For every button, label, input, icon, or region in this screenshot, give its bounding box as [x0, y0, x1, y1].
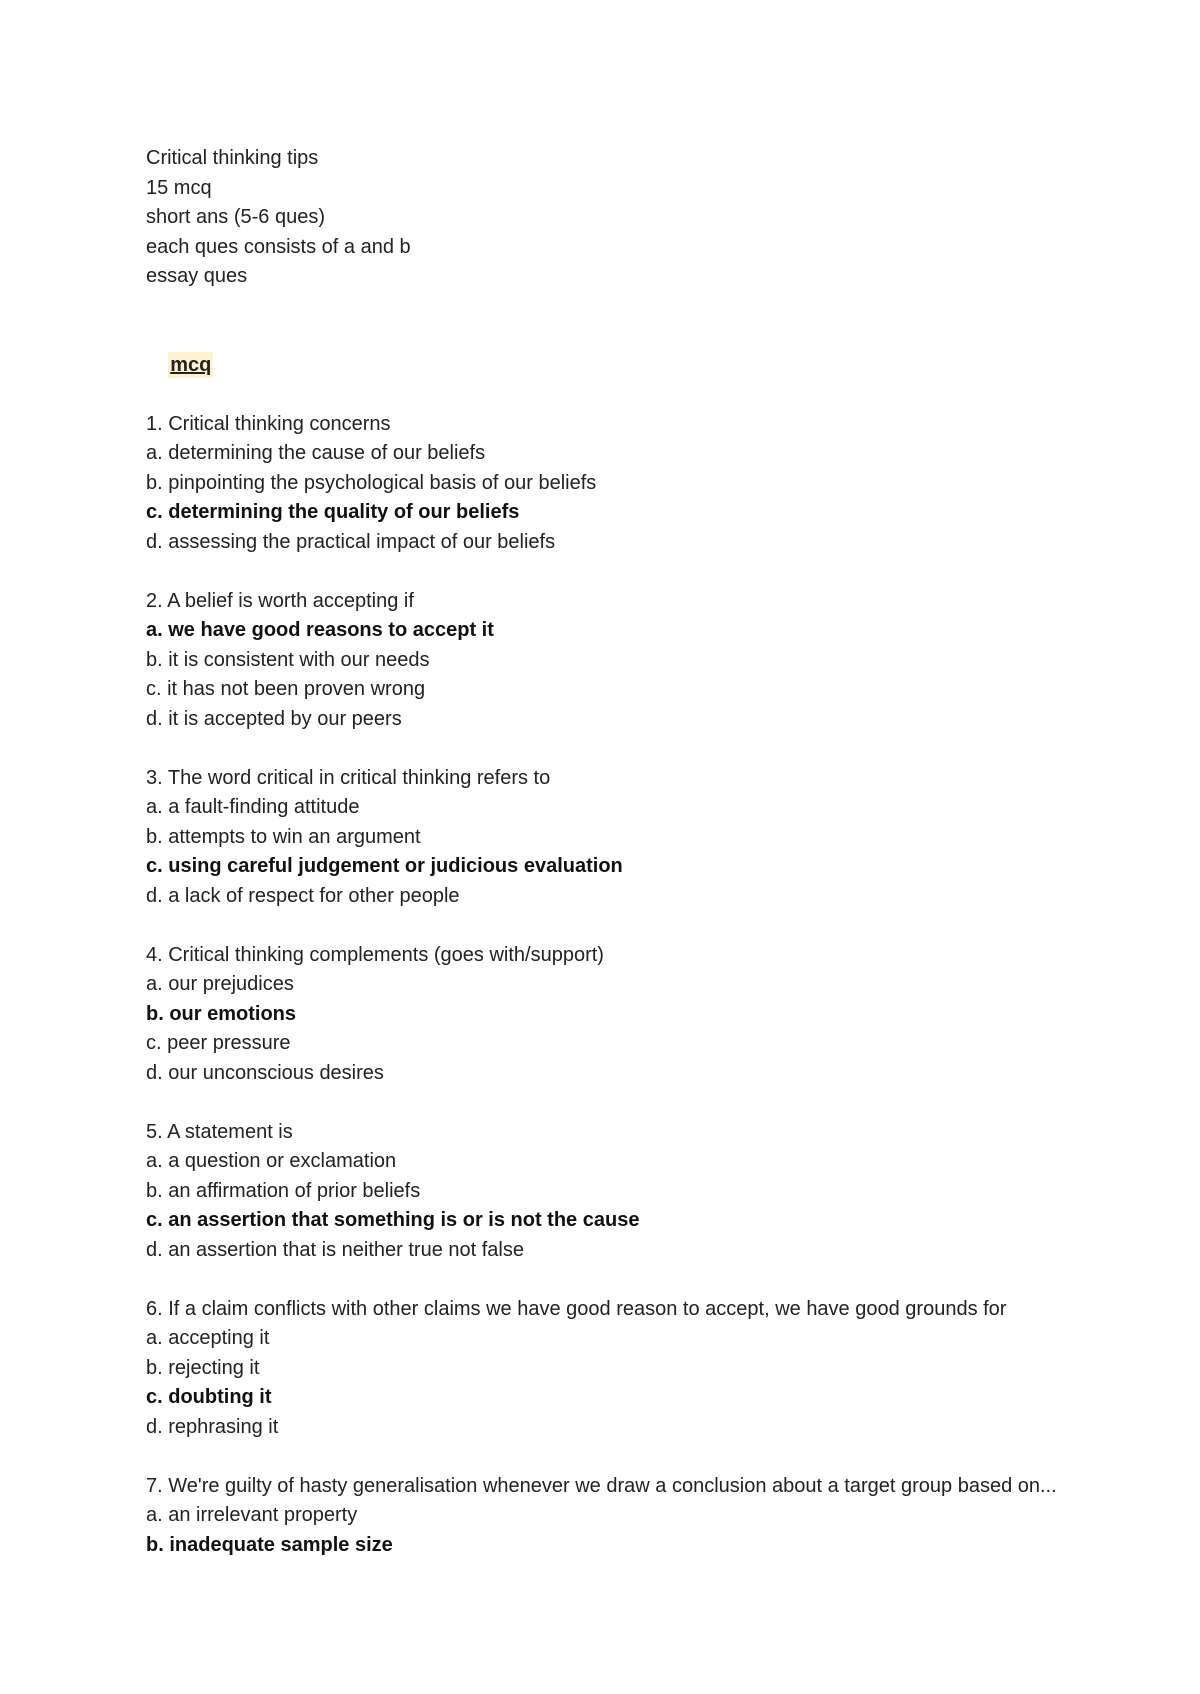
option: b. attempts to win an argument	[146, 825, 421, 848]
correct-option: c. doubting it	[146, 1386, 272, 1408]
option: d. an assertion that is neither true not false	[146, 1238, 524, 1261]
question-6	[146, 1295, 1076, 1443]
spacer	[146, 1088, 1076, 1118]
intro-line: each ques consists of a and b	[146, 235, 411, 258]
question-stem: 7. We're guilty of hasty generalisation whenever we draw a conclusion about a target group based on...	[146, 1474, 1057, 1497]
question-2	[146, 587, 1076, 735]
option: d. rephrasing it	[146, 1415, 279, 1438]
option: d. assessing the practical impact of our beliefs	[146, 530, 556, 553]
spacer	[146, 1442, 1076, 1472]
intro-line: 15 mcq	[146, 176, 212, 199]
option: a. determining the cause of our beliefs	[146, 442, 486, 464]
question-stem: 3. The word critical in critical thinking refers to	[146, 766, 551, 789]
question-5	[146, 1118, 1076, 1266]
option: b. rejecting it	[146, 1356, 260, 1379]
option: a. our prejudices	[146, 973, 294, 995]
question-stem: 2. A belief is worth accepting if	[146, 589, 414, 612]
section-heading: mcq	[170, 353, 212, 376]
section-heading-row	[146, 321, 1076, 410]
question-3	[146, 764, 1076, 912]
option: b. an affirmation of prior beliefs	[146, 1179, 421, 1202]
option: d. it is accepted by our peers	[146, 707, 402, 730]
question-stem: 4. Critical thinking complements (goes with/support)	[146, 943, 604, 966]
question-4	[146, 941, 1076, 1089]
correct-option: c. determining the quality of our beliefs	[146, 501, 520, 523]
question-7	[146, 1472, 1076, 1561]
correct-option: b. our emotions	[146, 1002, 296, 1025]
option: c. peer pressure	[146, 1032, 291, 1054]
spacer	[146, 734, 1076, 764]
option: a. a fault-finding attitude	[146, 796, 360, 818]
correct-option: a. we have good reasons to accept it	[146, 619, 494, 641]
option: a. an irrelevant property	[146, 1504, 358, 1526]
spacer	[146, 911, 1076, 941]
question-stem: 5. A statement is	[146, 1120, 293, 1143]
option: b. it is consistent with our needs	[146, 648, 430, 671]
option: d. a lack of respect for other people	[146, 884, 460, 907]
correct-option: c. an assertion that something is or is not the cause	[146, 1209, 640, 1231]
document-title: Critical thinking tips	[146, 147, 319, 169]
spacer	[146, 292, 1076, 322]
correct-option: c. using careful judgement or judicious evaluation	[146, 855, 623, 877]
intro-line: essay ques	[146, 265, 248, 287]
spacer	[146, 1265, 1076, 1295]
option: a. a question or exclamation	[146, 1150, 397, 1172]
intro-block	[146, 144, 1076, 292]
option: d. our unconscious desires	[146, 1061, 384, 1084]
correct-option: b. inadequate sample size	[146, 1533, 393, 1556]
option: b. pinpointing the psychological basis of our beliefs	[146, 471, 597, 494]
option: c. it has not been proven wrong	[146, 678, 426, 700]
option: a. accepting it	[146, 1327, 270, 1349]
question-1	[146, 410, 1076, 558]
document-page	[146, 144, 1076, 1560]
intro-line: short ans (5-6 ques)	[146, 206, 325, 228]
spacer	[146, 557, 1076, 587]
question-stem: 1. Critical thinking concerns	[146, 412, 391, 435]
question-stem: 6. If a claim conflicts with other claims we have good reason to accept, we have good grounds for	[146, 1297, 1007, 1320]
